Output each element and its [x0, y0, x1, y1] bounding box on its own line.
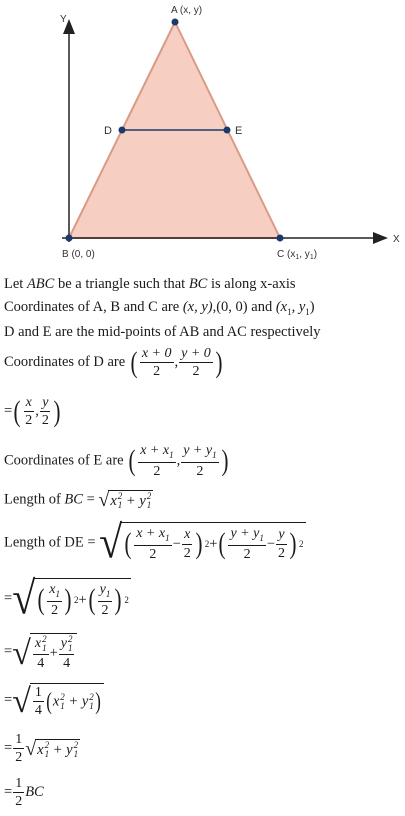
de-step-1: = √ ( $\frac{x_1}{2}$ ) 2 + ( $\frac{y_1}{2}$ ) 2	[4, 573, 129, 625]
point-e	[224, 127, 231, 134]
de-result: = $\frac{1}{2}$ BC	[4, 776, 44, 810]
de-step-2: = √ x 2 1 4 + y 2 1 4	[4, 633, 77, 671]
statement-line-1: Let ABC be a triangle such that BC is along x-axis	[4, 276, 296, 292]
point-c	[277, 235, 284, 242]
x-axis-label: X	[393, 234, 400, 245]
coordinates-d: Coordinates of D are ( $\frac{x + 0}{2}$ , $\frac{y + 0}{2}$ )	[4, 345, 223, 380]
coordinates-e: Coordinates of E are ( $\frac{x + x_1}{2}$ , $\frac{y + y_1}{2}$ )	[4, 443, 229, 479]
coordinates-d-simplified: =( $\frac{x}{2}$ , $\frac{y}{2}$ )	[4, 394, 61, 429]
length-bc: Length of BC = √ x 2 1 + y 2 1	[4, 489, 152, 511]
point-d	[119, 127, 126, 134]
y-axis-label: Y	[60, 14, 67, 25]
de-step-4: = $\frac{1}{2}$ √ x 2 1 + y 2 1	[4, 732, 79, 766]
statement-line-3: D and E are the mid-points of AB and AC respectively	[4, 324, 321, 340]
label-b: B (0, 0)	[62, 249, 95, 260]
length-de: Length of DE = √ ( $\frac{x + x_1}{2}$ − $\frac{x}{2}$ ) 2 + ( $\frac{y + y_1}{2}$ − $\frac{y}{2}$ ) 2	[4, 517, 304, 569]
triangle-diagram	[0, 0, 405, 265]
point-b	[66, 235, 73, 242]
label-d: D	[104, 125, 112, 137]
point-a	[172, 19, 179, 26]
label-c: C ($x_1$, $y_1$)	[277, 249, 318, 261]
label-a: A (x, y)	[171, 5, 203, 16]
de-step-3: = √ $\frac{1}{4}$ ( x 2 1 + y 2 1 )	[4, 683, 104, 719]
statement-line-2: Coordinates of A, B and C are (x, y),(0, 0) and ($x_1$, $y_1$)	[4, 299, 315, 317]
label-e: E	[235, 125, 243, 137]
